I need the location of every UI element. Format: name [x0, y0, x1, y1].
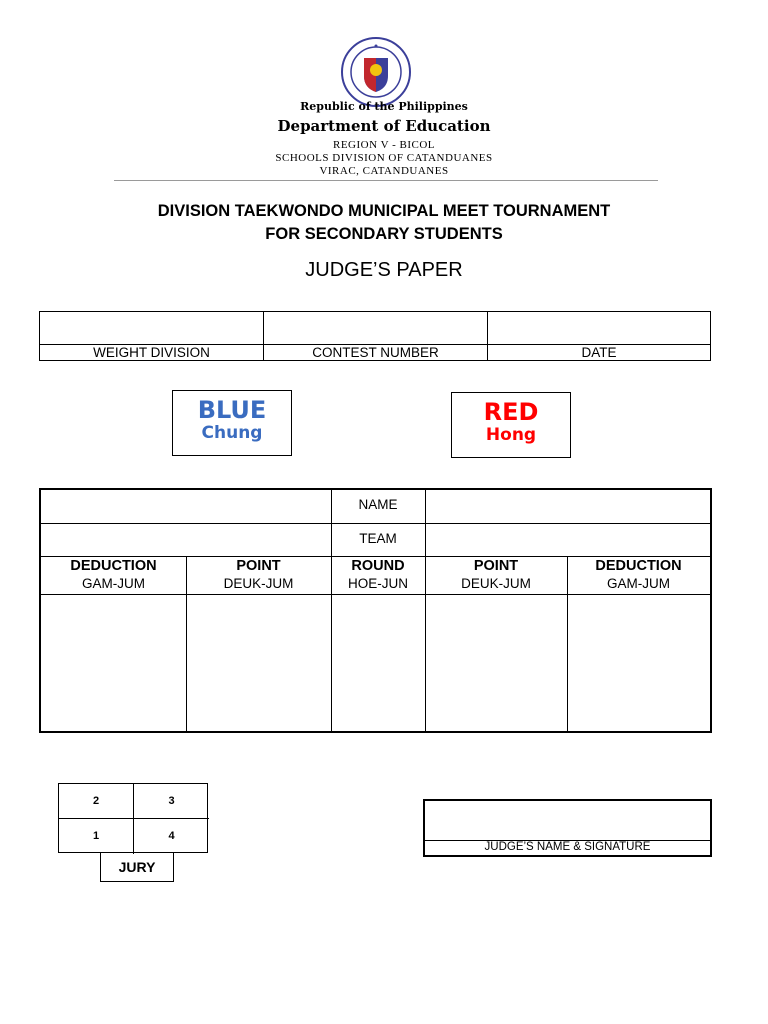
row-divider [41, 556, 710, 557]
score-table [39, 488, 712, 733]
blue-deduction-entry[interactable] [41, 595, 186, 731]
red-corner-label: RED [483, 398, 539, 426]
red-deduction-header: DEDUCTION [595, 558, 682, 574]
location-text: VIRAC, CATANDUANES [319, 165, 449, 177]
department-text: Department of Education [277, 117, 491, 135]
contest-number-label: CONTEST NUMBER [312, 345, 439, 360]
round-header: ROUND [351, 558, 405, 574]
blue-corner-box [172, 390, 292, 456]
blue-point-header: POINT [236, 558, 281, 574]
red-point-entry[interactable] [426, 595, 567, 731]
blue-corner-sub: Chung [201, 423, 263, 443]
division-text: SCHOOLS DIVISION OF CATANDUANES [275, 152, 493, 164]
round-entry[interactable] [332, 595, 425, 731]
tournament-subtitle: FOR SECONDARY STUDENTS [265, 225, 503, 243]
date-cell[interactable] [488, 312, 710, 360]
round-sub: HOE-JUN [348, 576, 408, 591]
blue-point-sub: DEUK-JUM [223, 576, 294, 591]
header-divider [114, 180, 658, 181]
signature-label: JUDGE’S NAME & SIGNATURE [484, 841, 651, 853]
red-corner-sub: Hong [485, 425, 537, 445]
red-deduction-entry[interactable] [568, 595, 710, 731]
info-divider [40, 344, 710, 345]
weight-division-label: WEIGHT DIVISION [93, 345, 210, 360]
name-label: NAME [358, 497, 398, 512]
region-text: REGION V - BICOL [332, 139, 435, 151]
blue-point-entry[interactable] [187, 595, 331, 731]
jury-cell[interactable]: 4 [168, 830, 175, 842]
blue-deduction-header: DEDUCTION [70, 558, 157, 574]
page-title: JUDGE’S PAPER [305, 259, 463, 281]
blue-corner-label: BLUE [197, 396, 267, 424]
jury-cell[interactable]: 1 [59, 819, 134, 854]
red-team-field[interactable] [426, 524, 710, 556]
republic-text: Republic of the Philippines [300, 100, 468, 113]
match-info-table [39, 311, 711, 361]
judge-signature-box[interactable] [423, 799, 712, 857]
red-deduction-sub: GAM-JUM [607, 576, 670, 591]
blue-name-field[interactable] [41, 490, 331, 523]
red-point-sub: DEUK-JUM [461, 576, 531, 591]
jury-grid [58, 783, 208, 853]
team-label: TEAM [359, 531, 397, 546]
red-name-field[interactable] [426, 490, 710, 523]
date-label: DATE [581, 345, 617, 360]
blue-team-field[interactable] [41, 524, 331, 556]
contest-number-cell[interactable] [264, 312, 488, 360]
red-corner-box [451, 392, 571, 458]
jury-cell[interactable]: 2 [59, 784, 134, 819]
blue-deduction-sub: GAM-JUM [82, 576, 145, 591]
red-point-header: POINT [473, 558, 519, 574]
deped-seal-logo [340, 36, 412, 108]
weight-division-cell[interactable] [40, 312, 264, 360]
tournament-title: DIVISION TAEKWONDO MUNICIPAL MEET TOURNAMENT [157, 202, 611, 220]
jury-label: JURY [100, 852, 174, 882]
jury-cell[interactable]: 3 [134, 784, 209, 819]
